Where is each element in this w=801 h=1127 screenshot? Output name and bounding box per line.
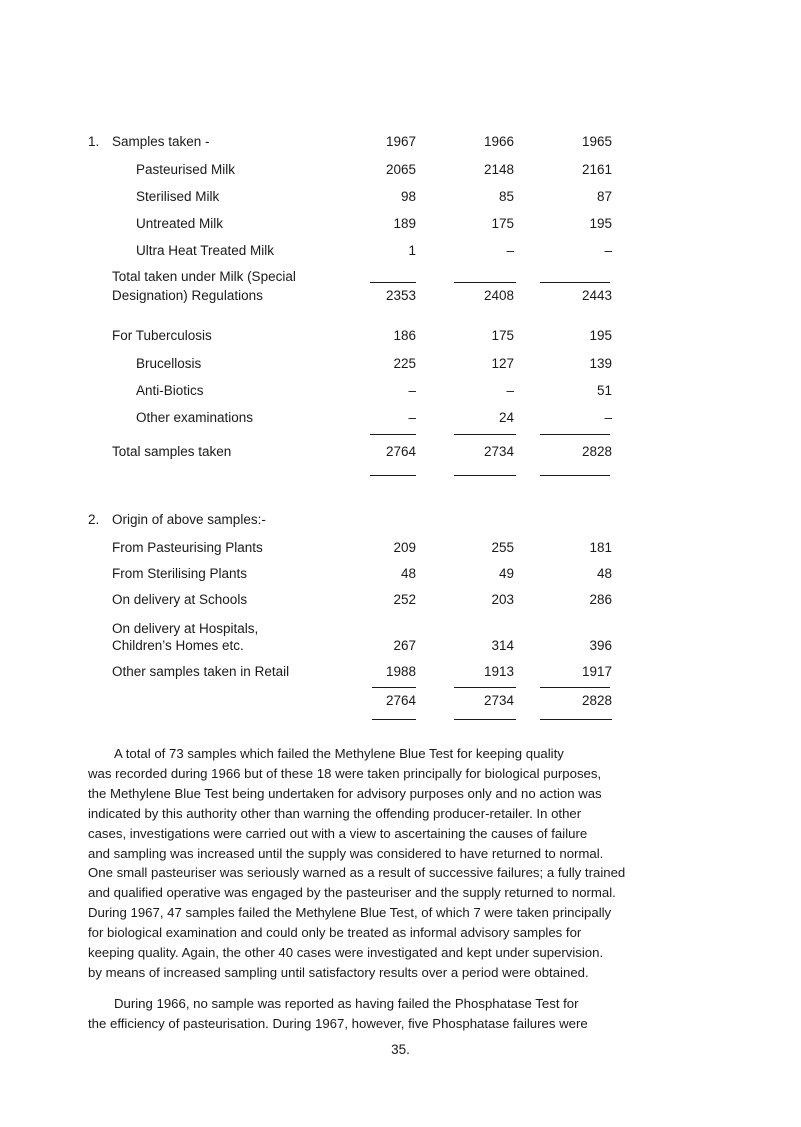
cell-1966: 255 (491, 540, 514, 555)
text-line: was recorded during 1966 but of these 18 were taken principally for biological purposes, (88, 765, 602, 781)
row-label: From Pasteurising Plants (112, 540, 263, 555)
table-row (0, 408, 801, 428)
text-line: During 1966, no sample was reported as having failed the Phosphatase Test for (114, 996, 579, 1011)
row-label: From Sterilising Plants (112, 566, 248, 581)
row-label: Total taken under Milk (Special (112, 269, 296, 284)
cell-1966: 175 (491, 216, 514, 231)
row-label: Pasteurised Milk (136, 162, 236, 177)
cell-1966: – (506, 243, 514, 258)
cell-1965: 195 (589, 328, 612, 343)
year-header: 1966 (483, 134, 514, 149)
row-label: Anti-Biotics (136, 383, 204, 398)
text-line: the Methylene Blue Test being undertaken for advisory purposes only and no action was (88, 785, 602, 801)
cell-1967: 98 (400, 189, 416, 204)
divider (454, 687, 516, 688)
row-label: Total samples taken (112, 444, 232, 459)
table-row (0, 326, 801, 346)
divider (372, 687, 416, 688)
row-label: Other examinations (136, 410, 254, 425)
cell-1967: 186 (393, 328, 416, 343)
divider (454, 434, 516, 435)
cell-1965: 2828 (581, 693, 612, 708)
divider (454, 282, 516, 283)
designation-label-line (0, 267, 801, 287)
cell-1966: 24 (498, 410, 514, 425)
cell-1967: 225 (393, 356, 416, 371)
page-number: 35. (391, 1042, 410, 1057)
cell-1967: 2353 (385, 288, 416, 303)
row-label: Other samples taken in Retail (112, 664, 290, 679)
row-label: Sterilised Milk (136, 189, 220, 204)
text-line: for biological examination and could only be treated as informal advisory samples for (88, 925, 582, 941)
cell-1965: 181 (589, 540, 612, 555)
cell-1966: 2734 (483, 444, 514, 459)
cell-1965: – (604, 410, 612, 425)
divider (540, 434, 610, 435)
row-label: Designation) Regulations (112, 288, 263, 303)
text-line: and qualified operative was engaged by the pasteuriser and the supply returned to normal. (88, 885, 616, 901)
cell-1966: 2408 (483, 288, 514, 303)
cell-1966: 2734 (483, 693, 514, 708)
body-paragraph-2 (88, 994, 694, 1034)
table-row (0, 187, 801, 207)
body-paragraph-1 (88, 744, 694, 983)
cell-1967: 1988 (385, 664, 416, 679)
row-label: Untreated Milk (136, 216, 224, 231)
cell-1967: – (408, 383, 416, 398)
cell-1966: 1913 (483, 664, 514, 679)
cell-1965: 51 (596, 383, 612, 398)
cell-1966: 2148 (483, 162, 514, 177)
cell-1966: 203 (491, 592, 514, 607)
text-line: and sampling was increased until the supply was considered to have returned to normal. (88, 845, 604, 861)
section-title: Samples taken - (112, 134, 210, 149)
table-row (0, 538, 801, 558)
cell-1965: 286 (589, 592, 612, 607)
divider (540, 475, 610, 476)
cell-1966: 85 (498, 189, 514, 204)
cell-1965: 48 (596, 566, 612, 581)
section-number: 2. (88, 512, 100, 527)
divider (540, 687, 610, 688)
section-number: 1. (88, 134, 100, 149)
cell-1965: 2828 (581, 444, 612, 459)
cell-1965: 195 (589, 216, 612, 231)
table-row-total (0, 442, 801, 462)
text-line: During 1967, 47 samples failed the Methylene Blue Test, of which 7 were taken principally (88, 905, 612, 921)
cell-1967: 2065 (385, 162, 416, 177)
text-line: A total of 73 samples which failed the Methylene Blue Test for keeping quality (114, 746, 564, 761)
table-row (0, 381, 801, 401)
cell-1967: 209 (393, 540, 416, 555)
divider (540, 282, 610, 283)
table-row (0, 160, 801, 180)
cell-1966: 127 (491, 356, 514, 371)
divider (540, 719, 612, 720)
row-label: On delivery at Hospitals, (112, 621, 259, 636)
cell-1965: 2443 (581, 288, 612, 303)
cell-1965: 396 (589, 638, 612, 653)
cell-1965: – (604, 243, 612, 258)
text-line: One small pasteuriser was seriously warned as a result of successive failures; a fully trained (88, 865, 626, 881)
cell-1965: 2161 (581, 162, 612, 177)
divider (372, 719, 416, 720)
cell-1966: 175 (491, 328, 514, 343)
cell-1967: 48 (400, 566, 416, 581)
table-row-total (0, 691, 801, 711)
cell-1965: 87 (596, 189, 612, 204)
cell-1967: 2764 (385, 444, 416, 459)
section-title: Origin of above samples:- (112, 512, 266, 527)
cell-1967: 252 (393, 592, 416, 607)
text-line: the efficiency of pasteurisation. During 1967, however, five Phosphatase failures were (88, 1015, 588, 1031)
cell-1966: 314 (491, 638, 514, 653)
text-line: cases, investigations were carried out with a view to ascertaining the causes of failure (88, 825, 588, 841)
divider (454, 719, 516, 720)
row-label: Brucellosis (136, 356, 202, 371)
cell-1966: 49 (498, 566, 514, 581)
table-row (0, 241, 801, 261)
divider (454, 475, 516, 476)
cell-1967: 267 (393, 638, 416, 653)
cell-1967: – (408, 410, 416, 425)
table-row (0, 564, 801, 584)
cell-1967: 1 (408, 243, 416, 258)
section-heading (0, 510, 801, 530)
row-label: Ultra Heat Treated Milk (136, 243, 275, 258)
cell-1965: 139 (589, 356, 612, 371)
cell-1967: 2764 (385, 693, 416, 708)
cell-1967: 189 (393, 216, 416, 231)
year-header: 1967 (385, 134, 416, 149)
divider (370, 475, 416, 476)
cell-1965: 1917 (581, 664, 612, 679)
table-row (0, 636, 801, 656)
table-row-total (0, 286, 801, 306)
row-label: On delivery at Schools (112, 592, 248, 607)
text-line: by means of increased sampling until satisfactory results over a period were obtained. (88, 964, 589, 980)
table-header-row (0, 132, 801, 152)
row-label: For Tuberculosis (112, 328, 212, 343)
year-header: 1965 (581, 134, 612, 149)
divider (370, 434, 416, 435)
text-line: keeping quality. Again, the other 40 cases were investigated and kept under supervision. (88, 945, 604, 961)
table-row (0, 590, 801, 610)
table-row (0, 354, 801, 374)
row-label: Children’s Homes etc. (112, 638, 244, 653)
divider (370, 282, 416, 283)
cell-1966: – (506, 383, 514, 398)
table-row (0, 662, 801, 682)
text-line: indicated by this authority other than warning the offending producer-retailer. In other (88, 805, 582, 821)
table-row (0, 214, 801, 234)
